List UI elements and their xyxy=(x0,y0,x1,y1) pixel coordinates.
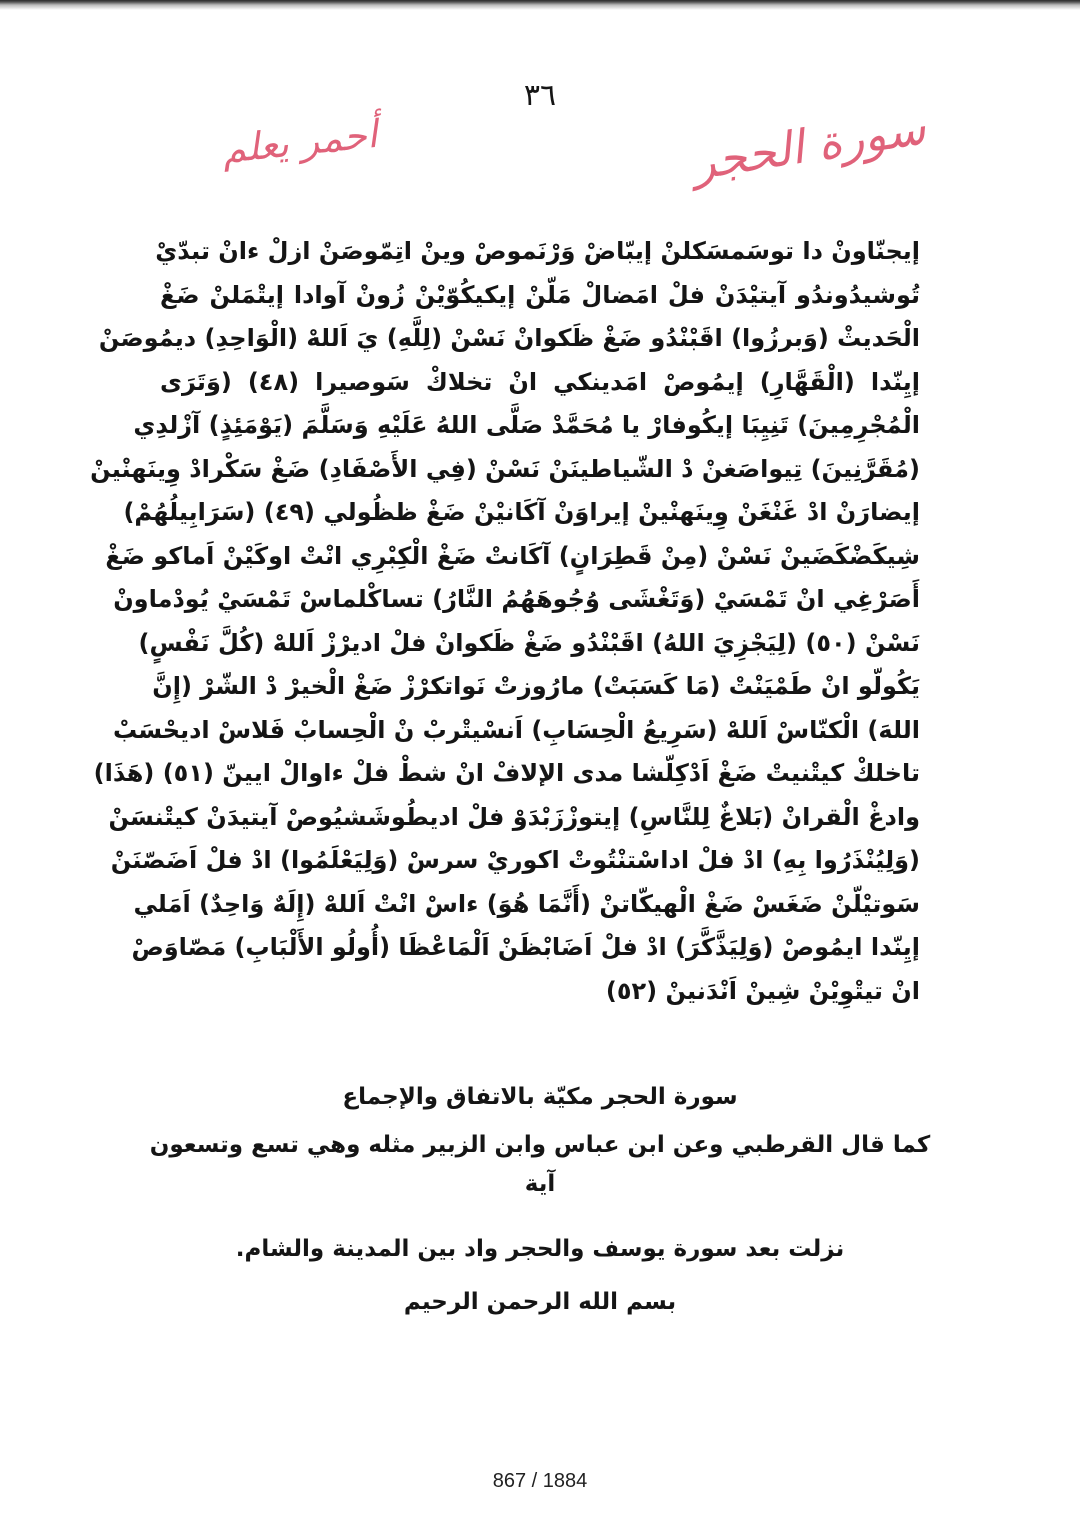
tafsir-line: أَصَرْغِي انْ تَمْسَيْ (وَتَغْشَى وُجُوهَهُمُ النَّارُ) تساكْلماسْ تَمْسَيْ يُودْماونْ xyxy=(113,585,920,613)
tafsir-line: إيضارَنْ ادْ غَنْغَنْ وِينَهنْينْ إيراوَنْ آكَانيْنْ ضَغْ ظظُولي (٤٩) (سَرَابِيلُهُمْ) xyxy=(123,498,920,526)
handwritten-names-note: أحمر يعلم xyxy=(219,111,380,172)
tafsir-line: يَكُولّو انْ طَمْيَنْتْ (مَا كَسَبَتْ) مارُوزتْ نَواتكرْزْ ضَغْ الْخيرْ دْ الشّرْ (إِنَّ xyxy=(152,672,920,700)
tafsir-line: (مُقَرَّنِينَ) تِيواصَغنْ دْ الشّياطينَنْ نَسْنْ (فِي الأَصْفَادِ) ضَغْ سَكْرادْ وِينَهنْينْ xyxy=(90,454,920,483)
tafsir-line: اللهَ) الْكنّاسْ اَللهْ (سَرِيعُ الْحِسَابِ) اَنسْيتْربْ نْ الْحِسابْ فَلاسْ اديحْسَبْ xyxy=(112,715,920,744)
tafsir-line: الْمُجْرِمِينَ) تَنِيِبَا إيكُوفارْ يا مُحَمَّدْ صَلَّى اللهُ عَلَيْهِ وَسَلَّمَ (يَوْمَئِذٍ) آزْلدِي xyxy=(133,411,920,439)
scan-top-edge xyxy=(0,0,1080,10)
surah-revelation-note: نزلت بعد سورة يوسف والحجر واد بين المدينة والشام. xyxy=(235,1236,845,1262)
tafsir-line: سَوتيْلّنْ ضَغَسْ ضَغْ الْهيكّاتنْ (أَنَّمَا هُوَ) ءاسْ انْتْ اَللهْ (إِلَهٌ وَاحِدٌ) اَمَلي xyxy=(133,889,920,918)
surah-intro-line: آية xyxy=(524,1171,556,1197)
page-number: ٣٦ xyxy=(523,78,557,113)
surah-introduction xyxy=(140,1072,940,1324)
basmala: بسم الله الرحمن الرحيم xyxy=(403,1289,677,1315)
tafsir-line: إيجنّاونْ دا توسَمسَكلنْ إيبّاضْ وَرْنَموصْ وينْ اتِمّوصَنْ ازلْ ءانْ تبدّيْ xyxy=(155,237,920,265)
tafsir-body xyxy=(90,230,920,1013)
tafsir-line: تاخلكْ كيتْنيتْ ضَغْ اَدْكِلّشا مدى الإلافْ انْ شطْ فلْ ءاوالْ ايينّ (٥١) (هَذَا) xyxy=(93,759,920,787)
surah-intro-line: كما قال القرطبي وعن ابن عباس وابن الزبير مثله وهي تسع وتسعون xyxy=(149,1132,931,1158)
page-counter: 867 / 1884 xyxy=(492,1470,588,1492)
tafsir-line: (وَلِيُنْذَرُوا بِهِ) ادْ فلْ اداسْتنْتُوتْ اكوريْ سرسْ (وَلِيَعْلَمُوا) ادْ فلْ اَضَصّنَنْ xyxy=(110,846,920,874)
tafsir-line: شِيكَضْكَضَينْ نَسْنْ (مِنْ قَطِرَانٍ) آكَانتْ ضَغْ الْكِبْرِي انْتْ اوكَيْنْ اَماكو ضَغْ xyxy=(105,541,920,570)
tafsir-line: إيِنّدا (الْقَهَّارِ) إيمُوصْ امَدينكي انْ تخلاكْ سَوصيرا (٤٨) (وَتَرَى xyxy=(160,367,920,396)
handwritten-surah-note: سورة الحجر xyxy=(688,100,930,191)
tafsir-line: الْحَديثْ (وَبرزُوا) اقَبْنْدُو ضَغْ ظَكوانْ نَسْنْ (لِلَّهِ) يَ اَللهْ (الْوَاحِدِ) ديمُوصَنْ xyxy=(98,324,920,352)
tafsir-line-last: انْ تيتْوِيْنْ شِينْ اَنْدَنينْ (٥٢) xyxy=(605,976,920,1005)
surah-intro-title: سورة الحجر مكيّة بالاتفاق والإجماع xyxy=(342,1084,738,1110)
tafsir-line: تُوشيدُوندُو آيتيْدَنْ فلْ امَضالْ مَلّنْ إيكيكُوّيْنْ زُونْ آوادا إيتْمَلنْ ضَغْ xyxy=(160,280,920,309)
tafsir-line: إيِنّدا ايمُوصْ (وَلِيَذَّكَّرَ) ادْ فلْ اَضَابْظَنْ اَلْمَاعْظَا (أُولُو الأَلْبَابِ) مَصّاوَصْ xyxy=(131,933,920,961)
tafsir-line: وادغْ الْقرانْ (بَلاغٌ لِلنَّاسِ) إيتوزْزَبْدَوْ فلْ اديطُوشَشيُوصْ آيتيدَنْ كيتْنسَنْ xyxy=(108,802,920,831)
tafsir-line: نَسْنْ (٥٠) (لِيَجْزِيَ اللهُ) اقَبْنْدُو ضَغْ ظَكوانْ فلْ اديرْزْ اَللهْ (كُلَّ نَفْسٍ) xyxy=(138,628,920,657)
